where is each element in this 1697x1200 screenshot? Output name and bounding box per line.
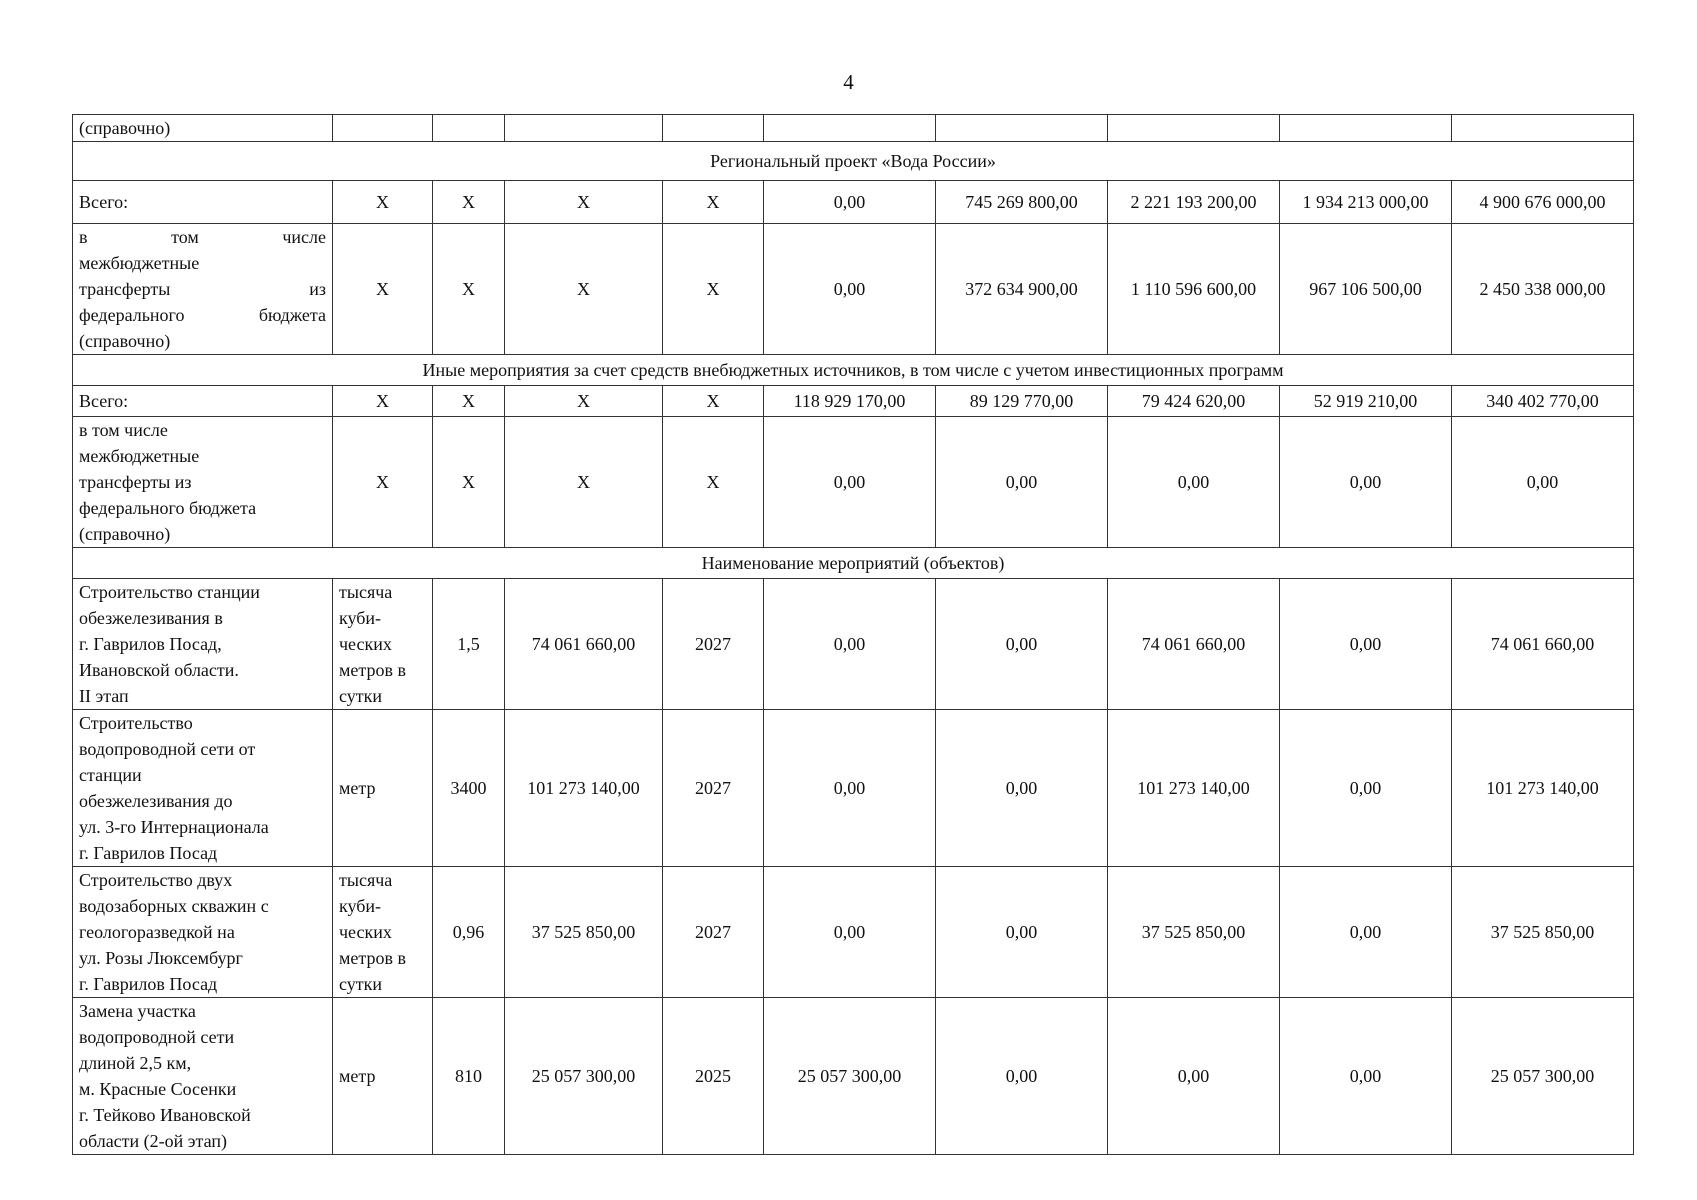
table-row-object (73, 579, 1634, 710)
mark-cell: Х (433, 417, 505, 548)
label-line: федерального бюджета (79, 498, 257, 518)
label-line: трансферты из (79, 279, 326, 299)
label-line: в том числе (79, 227, 326, 247)
mark-cell: Х (433, 181, 505, 224)
mark-cell: Х (505, 181, 663, 224)
name-line: II этап (79, 686, 129, 706)
page-number: 4 (843, 70, 854, 94)
table-row-other-total (73, 386, 1634, 417)
name-line: станции (79, 765, 142, 785)
unit-line: метр (339, 778, 376, 798)
mark-cell: Х (505, 417, 663, 548)
row-label (73, 224, 333, 355)
value-cell: 0,00 (1280, 417, 1452, 548)
unit-line: ческих (339, 634, 392, 654)
mark-cell: Х (505, 224, 663, 355)
cost-cell: 101 273 140,00 (505, 710, 663, 867)
cost-cell: 37 525 850,00 (505, 867, 663, 998)
name-line: водозаборных скважин с (79, 896, 269, 916)
value-cell: 74 061 660,00 (1108, 579, 1280, 710)
name-line: м. Красные Сосенки (79, 1079, 237, 1099)
object-name (73, 710, 333, 867)
value-cell: 0,00 (936, 998, 1108, 1155)
capacity-cell: 0,96 (433, 867, 505, 998)
mark-cell: Х (333, 417, 433, 548)
section-header-objects (73, 548, 1634, 579)
table-row-object (73, 867, 1634, 998)
name-line: г. Гаврилов Посад, (79, 634, 222, 654)
value-cell: 4 900 676 000,00 (1452, 181, 1634, 224)
row-label: (справочно) (73, 115, 333, 142)
capacity-cell: 1,5 (433, 579, 505, 710)
section-title: Иные мероприятия за счет средств внебюджетных источников, в том числе с учетом инвестиционных программ (73, 355, 1634, 386)
mark-cell: Х (663, 417, 764, 548)
name-line: г. Гаврилов Посад (79, 974, 218, 994)
mark-cell: Х (663, 181, 764, 224)
value-cell: 0,00 (1280, 710, 1452, 867)
value-cell: 0,00 (936, 579, 1108, 710)
label-line: межбюджетные (79, 446, 200, 466)
value-cell: 0,00 (1280, 998, 1452, 1155)
row-label (73, 417, 333, 548)
name-line: области (2-ой этап) (79, 1131, 227, 1151)
label-line: в том числе (79, 420, 168, 440)
unit-line: ческих (339, 922, 392, 942)
value-cell: 25 057 300,00 (1452, 998, 1634, 1155)
unit-line: куби- (339, 608, 382, 628)
mark-cell: Х (333, 181, 433, 224)
unit-line: метр (339, 1066, 376, 1086)
section-title: Наименование мероприятий (объектов) (73, 548, 1634, 579)
table-row-regional-total (73, 181, 1634, 224)
unit-line: сутки (339, 686, 382, 706)
row-label: Всего: (73, 181, 333, 224)
name-line: Строительство станции (79, 582, 260, 602)
name-line: обезжелезивания до (79, 791, 233, 811)
name-line: обезжелезивания в (79, 608, 223, 628)
name-line: Ивановской области. (79, 660, 239, 680)
name-line: длиной 2,5 км, (79, 1053, 192, 1073)
name-line: Строительство двух (79, 870, 233, 890)
mark-cell: Х (663, 386, 764, 417)
value-cell: 2 221 193 200,00 (1108, 181, 1280, 224)
cost-cell: 25 057 300,00 (505, 998, 663, 1155)
value-cell: 101 273 140,00 (1452, 710, 1634, 867)
mark-cell: Х (505, 386, 663, 417)
value-cell: 0,00 (764, 867, 936, 998)
value-cell: 0,00 (764, 417, 936, 548)
table-row-other-transfers (73, 417, 1634, 548)
value-cell: 89 129 770,00 (936, 386, 1108, 417)
unit-line: куби- (339, 896, 382, 916)
section-header-other (73, 355, 1634, 386)
value-cell: 79 424 620,00 (1108, 386, 1280, 417)
mark-cell: Х (433, 386, 505, 417)
section-header-regional (73, 142, 1634, 181)
year-cell: 2027 (663, 579, 764, 710)
unit-line: сутки (339, 974, 382, 994)
name-line: г. Гаврилов Посад (79, 843, 218, 863)
label-line: (справочно) (79, 524, 171, 544)
unit-cell (333, 710, 433, 867)
value-cell: 0,00 (764, 710, 936, 867)
mark-cell: Х (433, 224, 505, 355)
unit-line: тысяча (339, 870, 393, 890)
value-cell: 0,00 (1108, 998, 1280, 1155)
value-cell: 118 929 170,00 (764, 386, 936, 417)
capacity-cell: 3400 (433, 710, 505, 867)
value-cell: 52 919 210,00 (1280, 386, 1452, 417)
value-cell: 0,00 (1452, 417, 1634, 548)
mark-cell: Х (663, 224, 764, 355)
value-cell: 0,00 (1280, 579, 1452, 710)
value-cell: 0,00 (764, 579, 936, 710)
name-line: г. Тейково Ивановской (79, 1105, 251, 1125)
year-cell: 2025 (663, 998, 764, 1155)
value-cell: 340 402 770,00 (1452, 386, 1634, 417)
value-cell: 0,00 (936, 710, 1108, 867)
label-line: трансферты из (79, 472, 192, 492)
cost-cell: 74 061 660,00 (505, 579, 663, 710)
value-cell: 0,00 (936, 867, 1108, 998)
capacity-cell: 810 (433, 998, 505, 1155)
value-cell: 372 634 900,00 (936, 224, 1108, 355)
table-row-carryover (73, 115, 1634, 142)
mark-cell: Х (333, 386, 433, 417)
label-line: межбюджетные (79, 253, 200, 273)
value-cell: 0,00 (1280, 867, 1452, 998)
label-line: (справочно) (79, 331, 171, 351)
table-row-regional-transfers (73, 224, 1634, 355)
value-cell: 967 106 500,00 (1280, 224, 1452, 355)
table-row-object (73, 998, 1634, 1155)
name-line: водопроводной сети от (79, 739, 256, 759)
year-cell: 2027 (663, 710, 764, 867)
row-label: Всего: (73, 386, 333, 417)
value-cell: 37 525 850,00 (1108, 867, 1280, 998)
value-cell: 37 525 850,00 (1452, 867, 1634, 998)
object-name (73, 579, 333, 710)
unit-cell (333, 579, 433, 710)
unit-line: тысяча (339, 582, 393, 602)
object-name (73, 998, 333, 1155)
budget-table (72, 114, 1634, 1155)
value-cell: 0,00 (764, 224, 936, 355)
mark-cell: Х (333, 224, 433, 355)
name-line: Строительство (79, 713, 193, 733)
year-cell: 2027 (663, 867, 764, 998)
name-line: Замена участка (79, 1001, 196, 1021)
unit-line: метров в (339, 660, 406, 680)
value-cell: 74 061 660,00 (1452, 579, 1634, 710)
value-cell: 2 450 338 000,00 (1452, 224, 1634, 355)
name-line: геологоразведкой на (79, 922, 235, 942)
value-cell: 0,00 (936, 417, 1108, 548)
unit-cell (333, 998, 433, 1155)
name-line: ул. 3-го Интернационала (79, 817, 269, 837)
value-cell: 0,00 (764, 181, 936, 224)
unit-line: метров в (339, 948, 406, 968)
value-cell: 745 269 800,00 (936, 181, 1108, 224)
name-line: водопроводной сети (79, 1027, 235, 1047)
value-cell: 1 110 596 600,00 (1108, 224, 1280, 355)
unit-cell (333, 867, 433, 998)
table-row-object (73, 710, 1634, 867)
value-cell: 101 273 140,00 (1108, 710, 1280, 867)
object-name (73, 867, 333, 998)
section-title: Региональный проект «Вода России» (73, 142, 1634, 181)
value-cell: 0,00 (1108, 417, 1280, 548)
label-line: федерального бюджета (79, 305, 326, 325)
name-line: ул. Розы Люксембург (79, 948, 243, 968)
value-cell: 1 934 213 000,00 (1280, 181, 1452, 224)
value-cell: 25 057 300,00 (764, 998, 936, 1155)
